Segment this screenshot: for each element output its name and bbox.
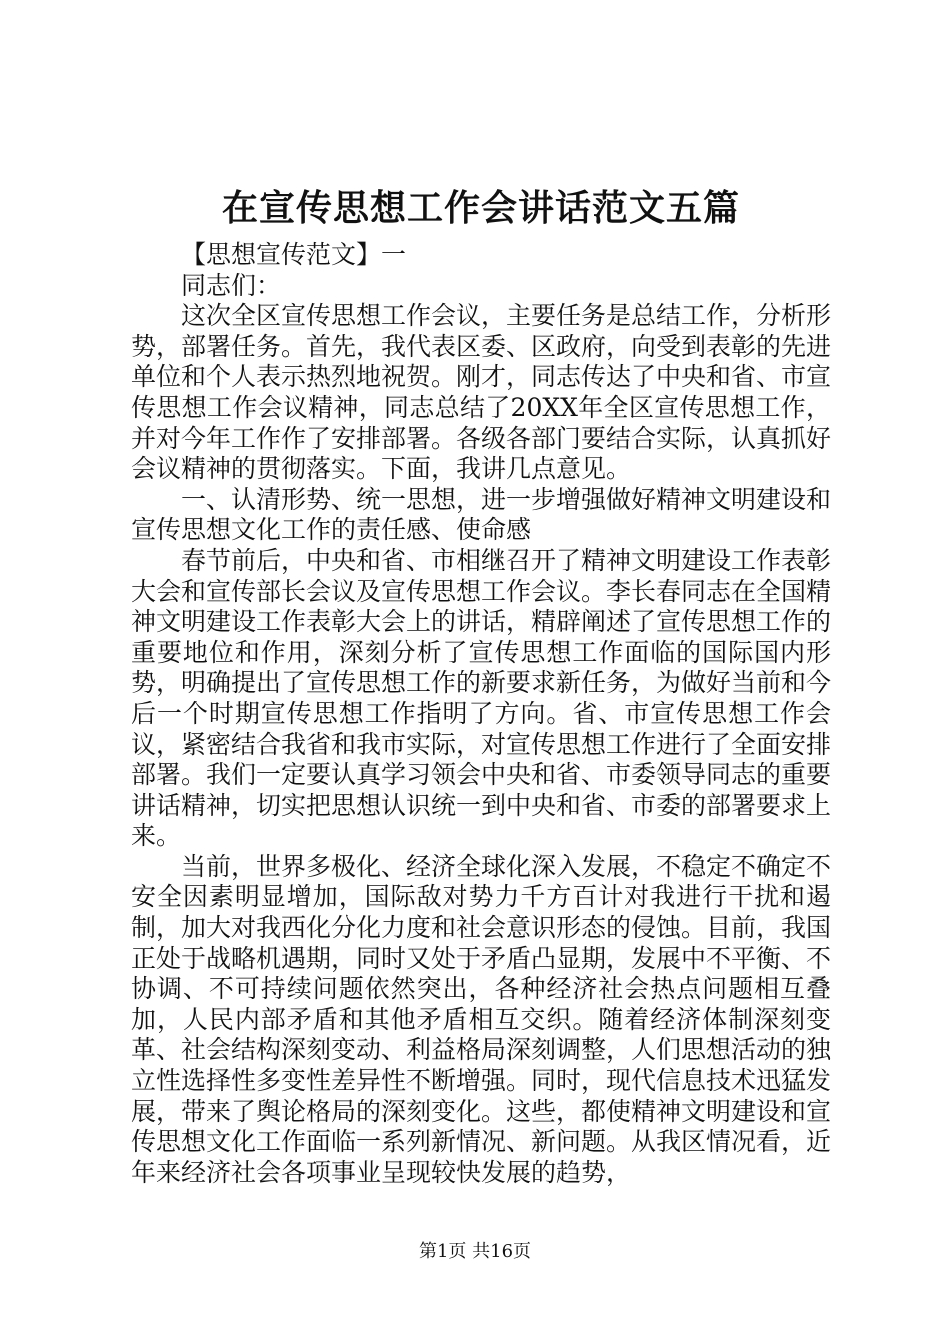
paragraph-intro: 这次全区宣传思想工作会议，主要任务是总结工作，分析形势，部署任务。首先，我代表区委、区政府，向受到表彰的先进单位和个人表示热烈地祝贺。刚才，同志传达了中央和省、市宣传思想工作会议精神，同志总结了20XX年全区宣传思想工作，并对今年工作作了安排部署。各级各部门要结合实际，认真抓好会议精神的贯彻落实。下面，我讲几点意见。: [131, 301, 832, 484]
salutation: 同志们：: [181, 270, 282, 300]
paragraph-spring-festival: 春节前后，中央和省、市相继召开了精神文明建设工作表彰大会和宣传部长会议及宣传思想工作会议。李长春同志在全国精神文明建设工作表彰大会上的讲话，精辟阐述了宣传思想工作的重要地位和作用，深刻分析了宣传思想工作面临的国际国内形势，明确提出了宣传思想工作的新要求新任务，为做好当前和今后一个时期宣传思想工作指明了方向。省、市宣传思想工作会议，紧密结合我省和我市实际，对宣传思想工作进行了全面安排部署。我们一定要认真学习领会中央和省、市委领导同志的重要讲话精神，切实把思想认识统一到中央和省、市委的部署要求上来。: [131, 545, 832, 851]
document-title: 在宣传思想工作会讲话范文五篇: [221, 187, 740, 229]
document-page: [131, 180, 831, 1188]
page-footer: 第1页 共16页: [418, 1241, 532, 1262]
paragraph-section-one-heading: 一、认清形势、统一思想，进一步增强做好精神文明建设和宣传思想文化工作的责任感、使命感: [131, 484, 832, 545]
paragraph-current-situation: 当前，世界多极化、经济全球化深入发展，不稳定不确定不安全因素明显增加，国际敌对势力千方百计对我进行干扰和遏制，加大对我西化分化力度和社会意识形态的侵蚀。目前，我国正处于战略机遇期，同时又处于矛盾凸显期，发展中不平衡、不协调、不可持续问题依然突出，各种经济社会热点问题相互叠加，人民内部矛盾和其他矛盾相互交织。随着经济体制深刻变革、社会结构深刻变动、利益格局深刻调整，人们思想活动的独立性选择性多变性差异性不断增强。同时，现代信息技术迅猛发展，带来了舆论格局的深刻变化。这些，都使精神文明建设和宣传思想文化工作面临一系列新情况、新问题。从我区情况看，近年来经济社会各项事业呈现较快发展的趋势，: [131, 851, 832, 1187]
section-heading: 【思想宣传范文】一: [181, 240, 407, 269]
